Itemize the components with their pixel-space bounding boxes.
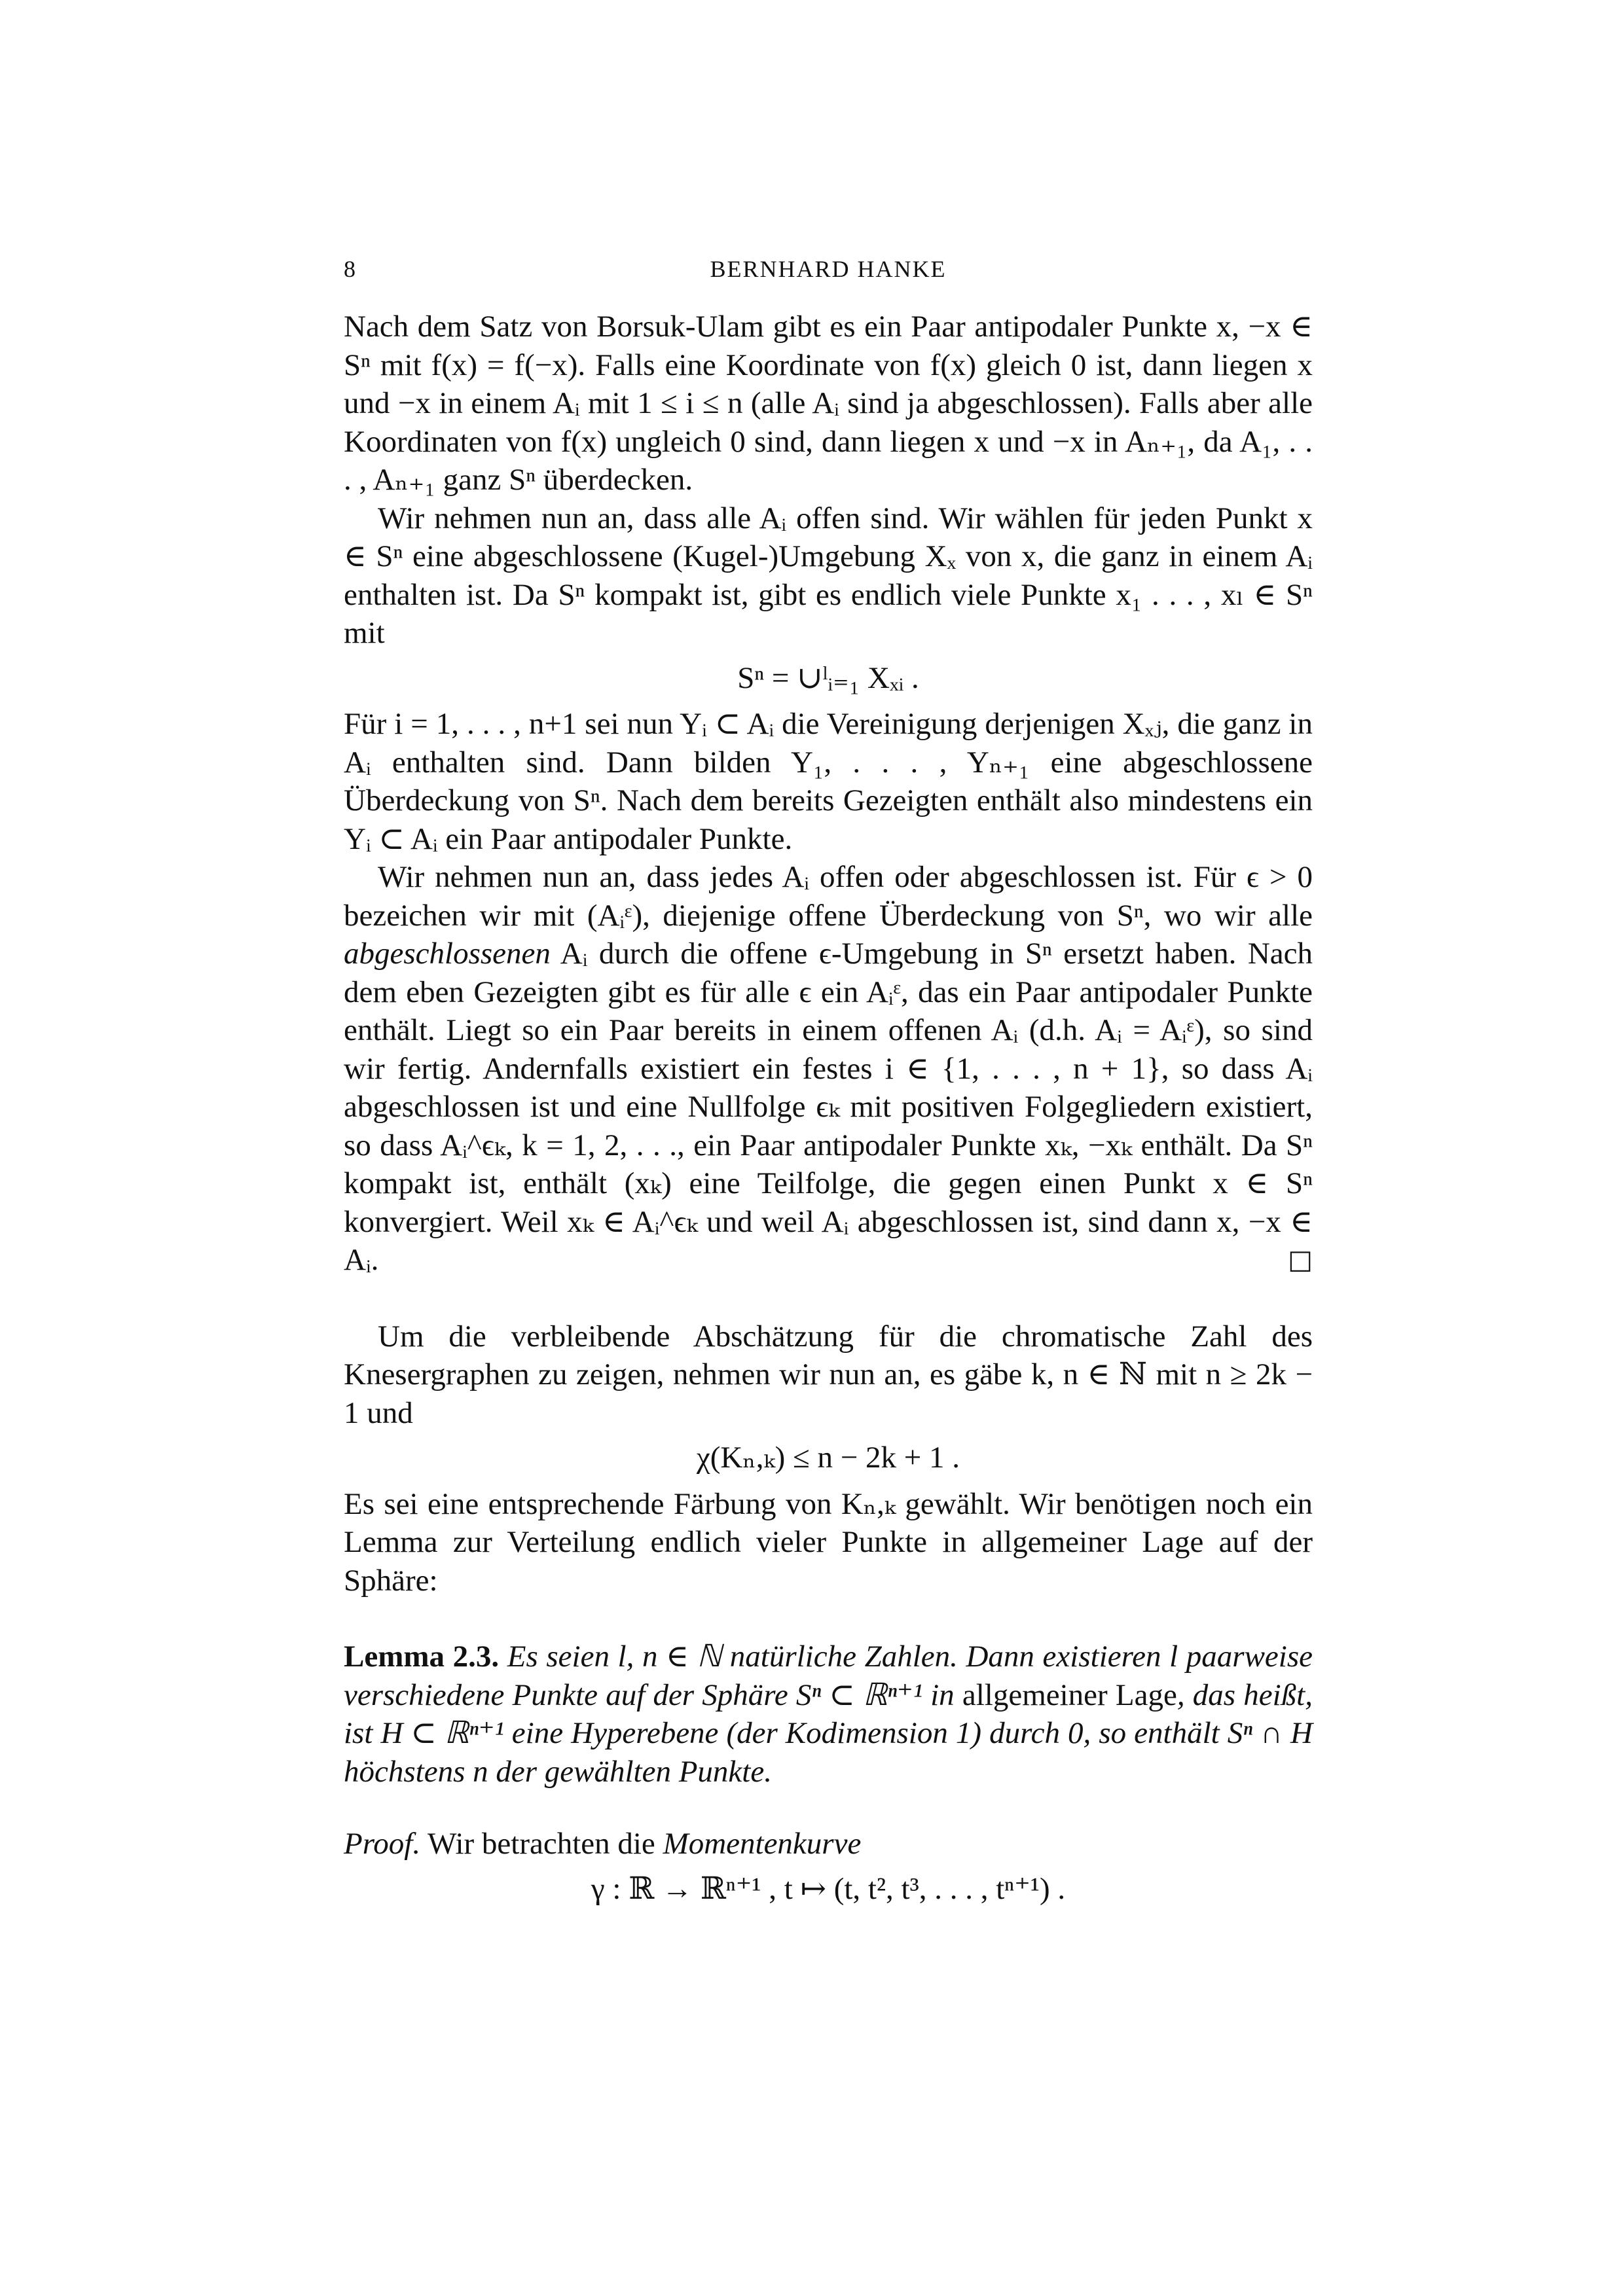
running-head: BERNHARD HANKE [710,256,947,282]
equation-covering: Sⁿ = ∪ˡᵢ₌₁ Xₓᵢ . [737,660,919,695]
main-text [344,308,1313,1916]
paragraph-kneser-estimate: Um die verbleibende Abschätzung für die chromatische Zahl des Knesergraphen zu zeigen, nehmen wir nun an, es gäbe k, n ∈ ℕ mit n ≥ 2k − 1 und [344,1319,1313,1430]
lemma-term-general-position: allgemeiner Lage [962,1677,1177,1712]
paragraph-borsuk-ulam: Nach dem Satz von Borsuk-Ulam gibt es ein Paar antipodaler Punkte x, −x ∈ Sⁿ mit f(x) = f(−x). Falls eine Koordinate von f(x) gleich 0 ist, dann liegen x und −x in einem Aᵢ mit 1 ≤ i ≤ n (alle Aᵢ sind ja abgeschlossen). Falls aber alle Koordinaten von f(x) ungleich 0 sind, dann liegen x und −x in Aₙ₊₁, da A₁, . . . , Aₙ₊₁ ganz Sⁿ überdecken. [344,310,1313,497]
emphasis-abgeschlossenen: abgeschlossenen [344,937,551,971]
page-number: 8 [344,256,356,282]
paragraph-mixed-case-part-2: Aᵢ durch die offene ϵ-Umgebung in Sⁿ ersetzt haben. Nach dem eben Gezeigten gibt es für alle ϵ ein Aᵢᵋ, das ein Paar antipodaler Punkte enthält. Liegt so ein Paar bereits in einem offenen Aᵢ (d.h. Aᵢ = Aᵢᵋ), so sind wir fertig. Andernfalls existiert ein festes i ∈ {1, . . . , n + 1}, so dass Aᵢ abgeschlossen ist und eine Nullfolge ϵₖ mit positiven Folgegliedern existiert, so dass Aᵢ^ϵₖ, k = 1, 2, . . ., ein Paar antipodaler Punkte xₖ, −xₖ enthält. Da Sⁿ kompakt ist, enthält (xₖ) eine Teilfolge, die gegen einen Punkt x ∈ Sⁿ konvergiert. Weil xₖ ∈ Aᵢ^ϵₖ und weil Aᵢ abgeschlossen ist, sind dann x, −x ∈ Aᵢ. [344,937,1313,1277]
lemma-statement-part-1: Es seien l, n ∈ ℕ natürliche Zahlen. Dann existieren l paarweise verschiedene Punkte auf der Sphäre Sⁿ ⊂ ℝⁿ⁺¹ in [344,1640,1313,1712]
paragraph-open-case: Wir nehmen nun an, dass alle Aᵢ offen sind. Wir wählen für jeden Punkt x ∈ Sⁿ eine abgeschlossene (Kugel-)Umgebung Xₓ von x, die ganz in einem Aᵢ enthalten ist. Da Sⁿ kompakt ist, gibt es endlich viele Punkte x₁ . . . , xₗ ∈ Sⁿ mit [344,501,1313,650]
proof-label: Proof. [344,1827,421,1861]
paragraph-mixed-case [344,858,1313,1280]
equation-moment-curve: γ : ℝ → ℝⁿ⁺¹ , t ↦ (t, t², t³, . . . , tⁿ⁺¹) . [591,1871,1066,1906]
lemma-statement-part-2: , das heißt, ist H ⊂ ℝⁿ⁺¹ eine Hyperebene (der Kodimension 1) durch 0, so enthält Sⁿ ∩ H höchstens n der gewählten Punkte. [344,1677,1313,1789]
emphasis-momentenkurve: Momentenkurve [663,1827,862,1861]
paragraph-mixed-case-part-1: Wir nehmen nun an, dass jedes Aᵢ offen oder abgeschlossen ist. Für ϵ > 0 bezeichen wir mit (Aᵢᵋ), diejenige offene Überdeckung von Sⁿ, wo wir alle [344,860,1313,933]
proof-paragraph [344,1825,1313,1863]
equation-chromatic-number: χ(Kₙ,ₖ) ≤ n − 2k + 1 . [696,1441,960,1475]
paragraph-closed-cover: Für i = 1, . . . , n+1 sei nun Yᵢ ⊂ Aᵢ die Vereinigung derjenigen Xₓⱼ, die ganz in Aᵢ enthalten sind. Dann bilden Y₁, . . . , Yₙ₊₁ eine abgeschlossene Überdeckung von Sⁿ. Nach dem bereits Gezeigten enthält also mindestens ein Yᵢ ⊂ Aᵢ ein Paar antipodaler Punkte. [344,707,1313,856]
paragraph-coloring: Es sei eine entsprechende Färbung von Kₙ,ₖ gewählt. Wir benötigen noch ein Lemma zur Verteilung endlich vieler Punkte in allgemeiner Lage auf der Sphäre: [344,1486,1313,1598]
proof-text: Wir betrachten die [420,1827,663,1861]
lemma-2-3 [344,1638,1313,1791]
lemma-label: Lemma 2.3. [344,1640,500,1674]
page-header [344,255,1313,288]
qed-symbol: □ [1288,1245,1313,1275]
